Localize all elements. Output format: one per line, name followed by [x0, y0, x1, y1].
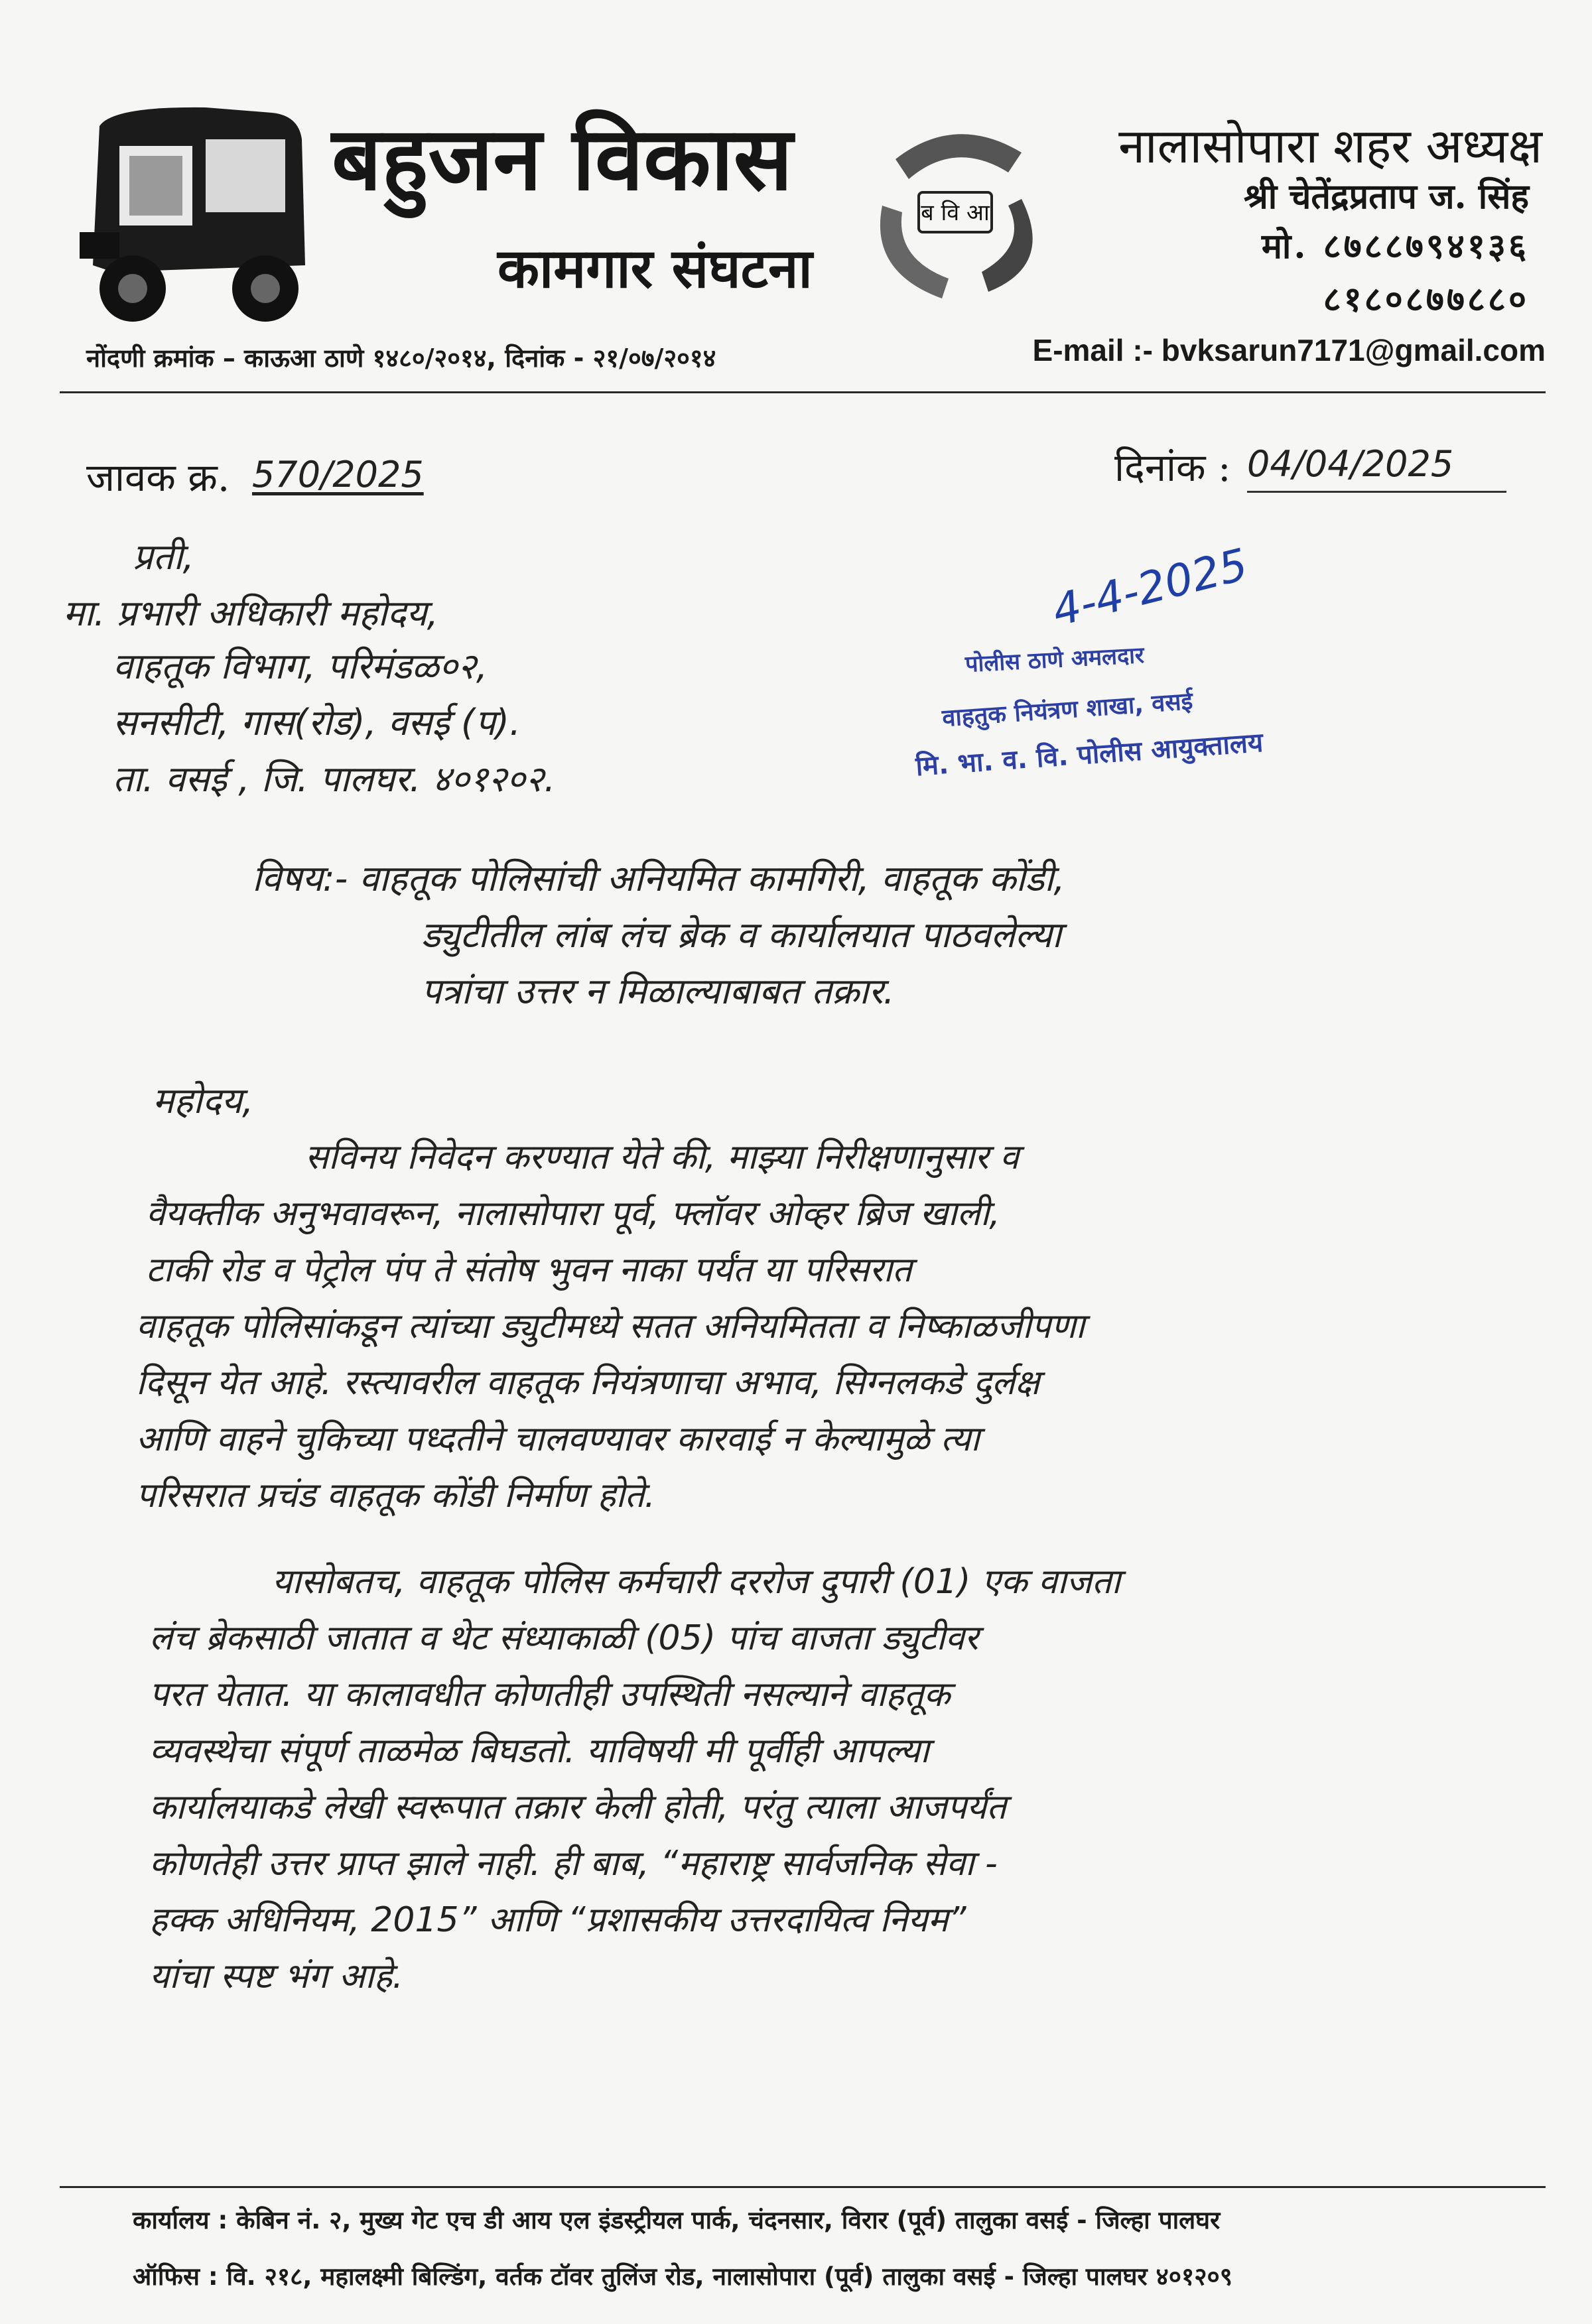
- body-line: वाहतूक पोलिसांकडून त्यांच्या ड्युटीमध्ये सतत अनियमितता व निष्काळजीपणा: [136, 1307, 1085, 1346]
- email-address: E-mail :- bvksarun7171@gmail.com: [1032, 333, 1546, 367]
- header-divider: [60, 391, 1546, 393]
- registration-number: नोंदणी क्रमांक – काऊआ ठाणे १४८०/२०१४, दिनांक - २१/०७/२०१४: [86, 344, 716, 373]
- date-value: 04/04/2025: [1247, 438, 1506, 493]
- head-title: नालासोपारा शहर अध्यक्ष: [1118, 118, 1542, 174]
- body-line: वैयक्तीक अनुभवावरून, नालासोपारा पूर्व, फ्लॉवर ओव्हर ब्रिज खाली,: [146, 1194, 1000, 1234]
- address-line: वाहतूक विभाग, परिमंडळ०२,: [113, 645, 488, 687]
- body-line: यांचा स्पष्ट भंग आहे.: [149, 1957, 403, 1996]
- ref-value: 570/2025: [252, 454, 424, 495]
- body-line: लंच ब्रेकसाठी जातात व थेट संध्याकाळी (05) पांच वाजता ड्युटीवर: [149, 1618, 979, 1658]
- subject-line: पत्रांचा उत्तर न मिळाल्याबाबत तक्रार.: [421, 970, 895, 1012]
- footer-divider: [60, 2186, 1546, 2188]
- head-phone-1: मो. ८७८८७९४१३६: [1261, 226, 1529, 267]
- office-address-1: कार्यालय : केबिन नं. २, मुख्य गेट एच डी आय एल इंडस्ट्रीयल पार्क, चंदनसार, विरार (पूर्व) तालुका वसई - जिल्हा पालघर: [133, 2206, 1221, 2234]
- body-line: कार्यालयाकडे लेखी स्वरूपात तक्रार केली होती, परंतु त्याला आजपर्यंत: [149, 1787, 1006, 1827]
- office-address-2: ऑफिस : वि. २१८, महालक्ष्मी बिल्डिंग, वर्तक टॉवर तुलिंज रोड, नालासोपारा (पूर्व) तालुका वसई - जिल्हा पालघर ४०१२०९: [133, 2262, 1232, 2291]
- body-line: परत येतात. या कालावधीत कोणतीही उपस्थिती नसल्याने वाहतूक: [149, 1675, 951, 1714]
- ref-label: जावक क्र.: [86, 455, 230, 500]
- received-signature: 4-4-2025: [1047, 539, 1253, 637]
- body-line: परिसरात प्रचंड वाहतूक कोंडी निर्माण होते.: [136, 1476, 655, 1516]
- subject-line: ड्युटीतील लांब लंच ब्रेक व कार्यालयात पाठवलेल्या: [421, 914, 1062, 956]
- auto-rickshaw-logo: [73, 99, 318, 332]
- address-line: ता. वसई , जि. पालघर. ४०१२०२.: [113, 758, 556, 800]
- body-line: यासोबतच, वाहतूक पोलिस कर्मचारी दररोज दुपारी (01) एक वाजता: [272, 1562, 1121, 1602]
- stamp-line: पोलीस ठाणे अमलदार: [964, 641, 1145, 678]
- body-line: टाकी रोड व पेट्रोल पंप ते संतोष भुवन नाका पर्यंत या परिसरात: [146, 1250, 912, 1290]
- body-line: आणि वाहने चुकिच्या पध्दतीने चालवण्यावर कारवाई न केल्यामुळे त्या: [136, 1419, 980, 1459]
- address-line: मा. प्रभारी अधिकारी महोदय,: [63, 592, 438, 634]
- body-line: व्यवस्थेचा संपूर्ण ताळमेळ बिघडतो. याविषयी मी पूर्वीही आपल्या: [149, 1731, 929, 1771]
- body-line: कोणतेही उत्तर प्राप्त झाले नाही. ही बाब, “महाराष्ट्र सार्वजनिक सेवा -: [149, 1844, 998, 1884]
- date-label: दिनांक :: [1114, 445, 1231, 490]
- subject-line: विषय:- वाहतूक पोलिसांची अनियमित कामगिरी, वाहतूक कोंडी,: [252, 858, 1065, 899]
- org-name: बहुजन विकास: [332, 107, 793, 210]
- body-line: सविनय निवेदन करण्यात येते की, माझ्या निरीक्षणानुसार व: [305, 1137, 1019, 1177]
- emblem-label: ब वि आ: [921, 200, 990, 226]
- body-line: दिसून येत आहे. रस्त्यावरील वाहतूक नियंत्रणाचा अभाव, सिग्नलकडे दुर्लक्ष: [136, 1363, 1040, 1403]
- address-line: सनसीटी, गास(रोड), वसई (प).: [113, 702, 521, 743]
- body-line: हक्क अधिनियम, 2015” आणि “प्रशासकीय उत्तरदायित्व नियम”: [149, 1900, 966, 1940]
- addressee-prati: प्रती,: [133, 536, 194, 578]
- head-phone-2: ८१८०८७७८८०: [1323, 279, 1529, 320]
- salutation: महोदय,: [153, 1080, 254, 1122]
- stamp-line: वाहतुक नियंत्रण शाखा, वसई: [941, 687, 1194, 733]
- org-subtitle: कामगार संघटना: [498, 237, 813, 300]
- head-name: श्री चेतेंद्रप्रताप ज. सिंह: [1243, 176, 1529, 217]
- stamp-line: मि. भा. व. वि. पोलीस आयुक्तालय: [915, 727, 1264, 783]
